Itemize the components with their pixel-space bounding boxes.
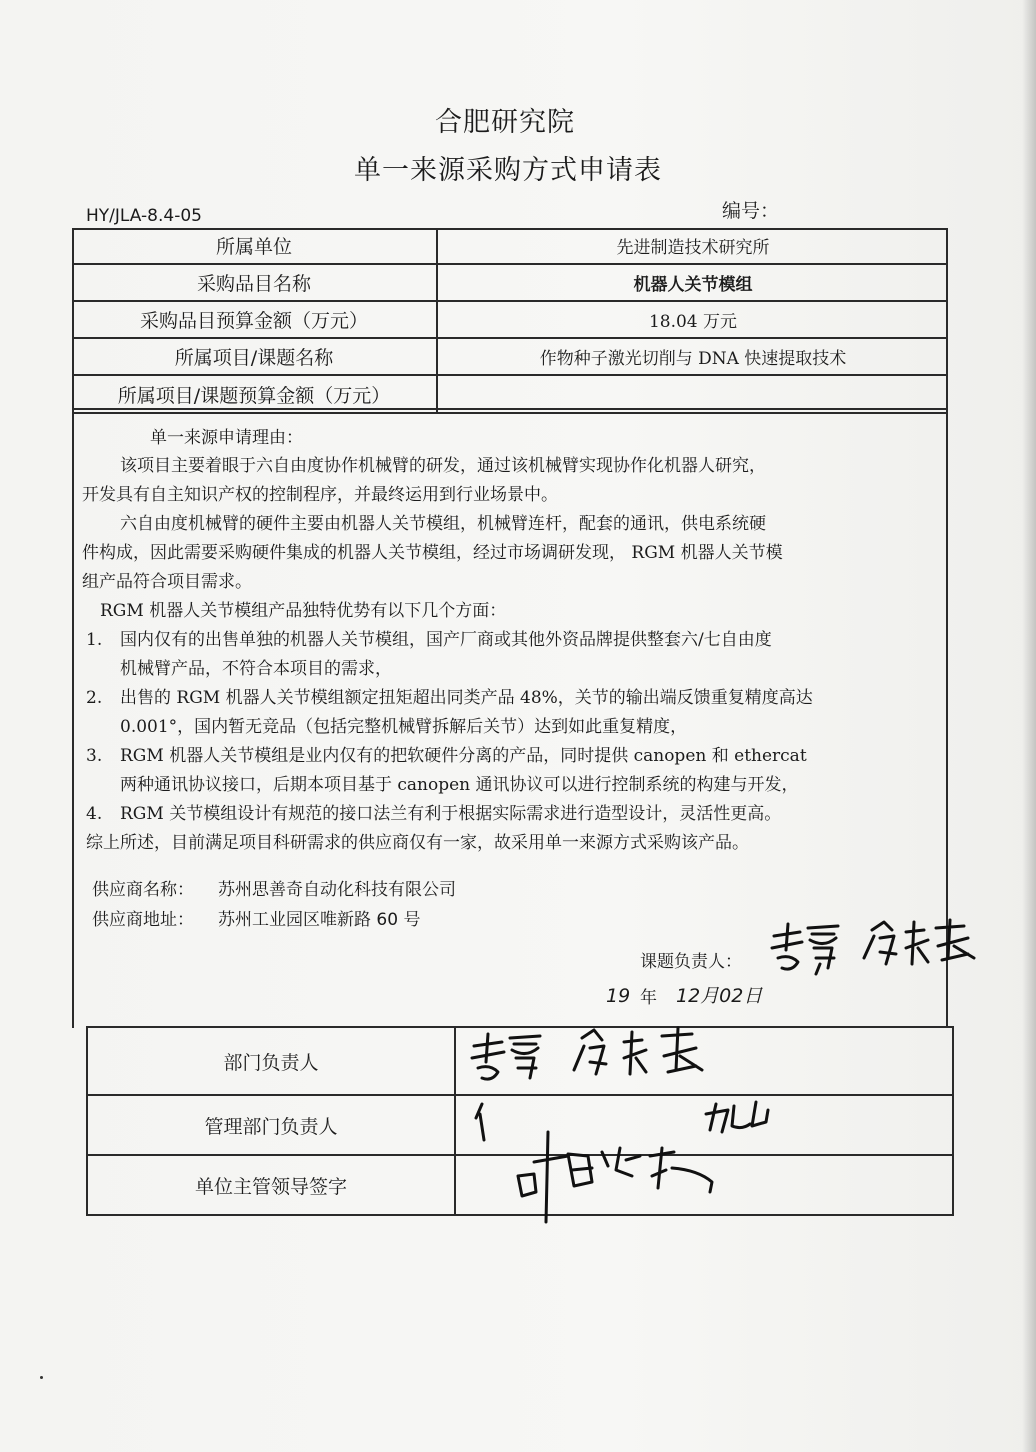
reason-p1-line2: 开发具有自主知识产权的控制程序，并最终运用到行业场景中。 bbox=[82, 485, 558, 505]
reason-p2-line1: 六自由度机械臂的硬件主要由机器人关节模组，机械臂连杆，配套的通讯，供电系统硬 bbox=[120, 514, 766, 534]
info-label: 采购品目预算金额（万元） bbox=[72, 302, 438, 337]
date-year-unit: 年 bbox=[640, 988, 657, 1008]
date-year: 19 bbox=[606, 985, 631, 1007]
document-code: HY/JLA-8.4-05 bbox=[86, 206, 202, 226]
info-label: 采购品目名称 bbox=[72, 265, 438, 300]
item-2-line2: 0.001°，国内暂无竞品（包括完整机械臂拆解后关节）达到如此重复精度， bbox=[120, 717, 688, 737]
info-row-item-name bbox=[72, 265, 948, 302]
info-row-project-budget bbox=[72, 376, 948, 414]
info-row-budget bbox=[72, 302, 948, 339]
item-2-line1: 出售的 RGM 机器人关节模组额定扭矩超出同类产品 48%，关节的输出端反馈重复精度高达 bbox=[120, 688, 813, 708]
info-table bbox=[72, 228, 948, 414]
info-value: 先进制造技术研究所 bbox=[616, 238, 770, 258]
conclusion: 综上所述，目前满足项目科研需求的供应商仅有一家，故采用单一来源方式采购该产品。 bbox=[86, 833, 749, 853]
item-3-line1: RGM 机器人关节模组是业内仅有的把软硬件分离的产品，同时提供 canopen 和 ethercat bbox=[120, 746, 807, 766]
supplier-address: 苏州工业园区唯新路 60 号 bbox=[218, 910, 421, 930]
institution-title: 合肥研究院 bbox=[435, 107, 575, 138]
item-number: 3. bbox=[86, 746, 103, 766]
item-number: 2. bbox=[86, 688, 103, 708]
dept-head-signature bbox=[466, 1026, 726, 1086]
item-number: 1. bbox=[86, 630, 103, 650]
serial-number-label: 编号： bbox=[722, 200, 780, 222]
project-lead-signature bbox=[768, 918, 983, 978]
reason-p2-line2: 件构成，因此需要采购硬件集成的机器人关节模组，经过市场调研发现， RGM 机器人关节模 bbox=[82, 543, 783, 563]
approval-label: 管理部门负责人 bbox=[88, 1096, 456, 1154]
form-title: 单一来源采购方式申请表 bbox=[354, 155, 662, 186]
item-3-line2: 两种通讯协议接口，后期本项目基于 canopen 通讯协议可以进行控制系统的构建与开发， bbox=[120, 775, 799, 795]
page-edge-shadow bbox=[1022, 0, 1036, 1452]
reason-heading: 单一来源申请理由： bbox=[150, 428, 303, 448]
supplier-name: 苏州思善奇自动化科技有限公司 bbox=[218, 880, 456, 900]
info-row-project-name bbox=[72, 339, 948, 376]
date-month-day: 12月02日 bbox=[676, 985, 763, 1007]
info-value: 18.04 万元 bbox=[648, 312, 738, 332]
scan-speck bbox=[40, 1376, 43, 1379]
reason-p2-line3: 组产品符合项目需求。 bbox=[82, 572, 252, 592]
info-value: 作物种子激光切削与 DNA 快速提取技术 bbox=[539, 349, 847, 369]
info-value: 机器人关节模组 bbox=[633, 275, 753, 295]
item-number: 4. bbox=[86, 804, 103, 824]
approval-label: 部门负责人 bbox=[88, 1028, 456, 1094]
advantages-heading: RGM 机器人关节模组产品独特优势有以下几个方面： bbox=[100, 601, 507, 621]
info-label: 所属单位 bbox=[72, 228, 438, 263]
info-label: 所属项目/课题预算金额（万元） bbox=[72, 376, 438, 412]
item-4-line1: RGM 关节模组设计有规范的接口法兰有利于根据实际需求进行造型设计，灵活性更高。 bbox=[120, 804, 782, 824]
info-label: 所属项目/课题名称 bbox=[72, 339, 438, 374]
info-row-unit bbox=[72, 228, 948, 265]
reason-p1-line1: 该项目主要着眼于六自由度协作机械臂的研发，通过该机械臂实现协作化机器人研究， bbox=[120, 456, 766, 476]
supplier-name-label: 供应商名称： bbox=[92, 880, 194, 900]
unit-leader-signature bbox=[512, 1126, 722, 1226]
info-value bbox=[438, 376, 948, 412]
approval-label: 单位主管领导签字 bbox=[88, 1156, 456, 1214]
item-1-line1: 国内仅有的出售单独的机器人关节模组，国产厂商或其他外资品牌提供整套六/七自由度 bbox=[120, 630, 772, 650]
item-1-line2: 机械臂产品，不符合本项目的需求， bbox=[120, 659, 392, 679]
project-lead-label: 课题负责人： bbox=[640, 952, 742, 972]
supplier-address-label: 供应商地址： bbox=[92, 910, 194, 930]
